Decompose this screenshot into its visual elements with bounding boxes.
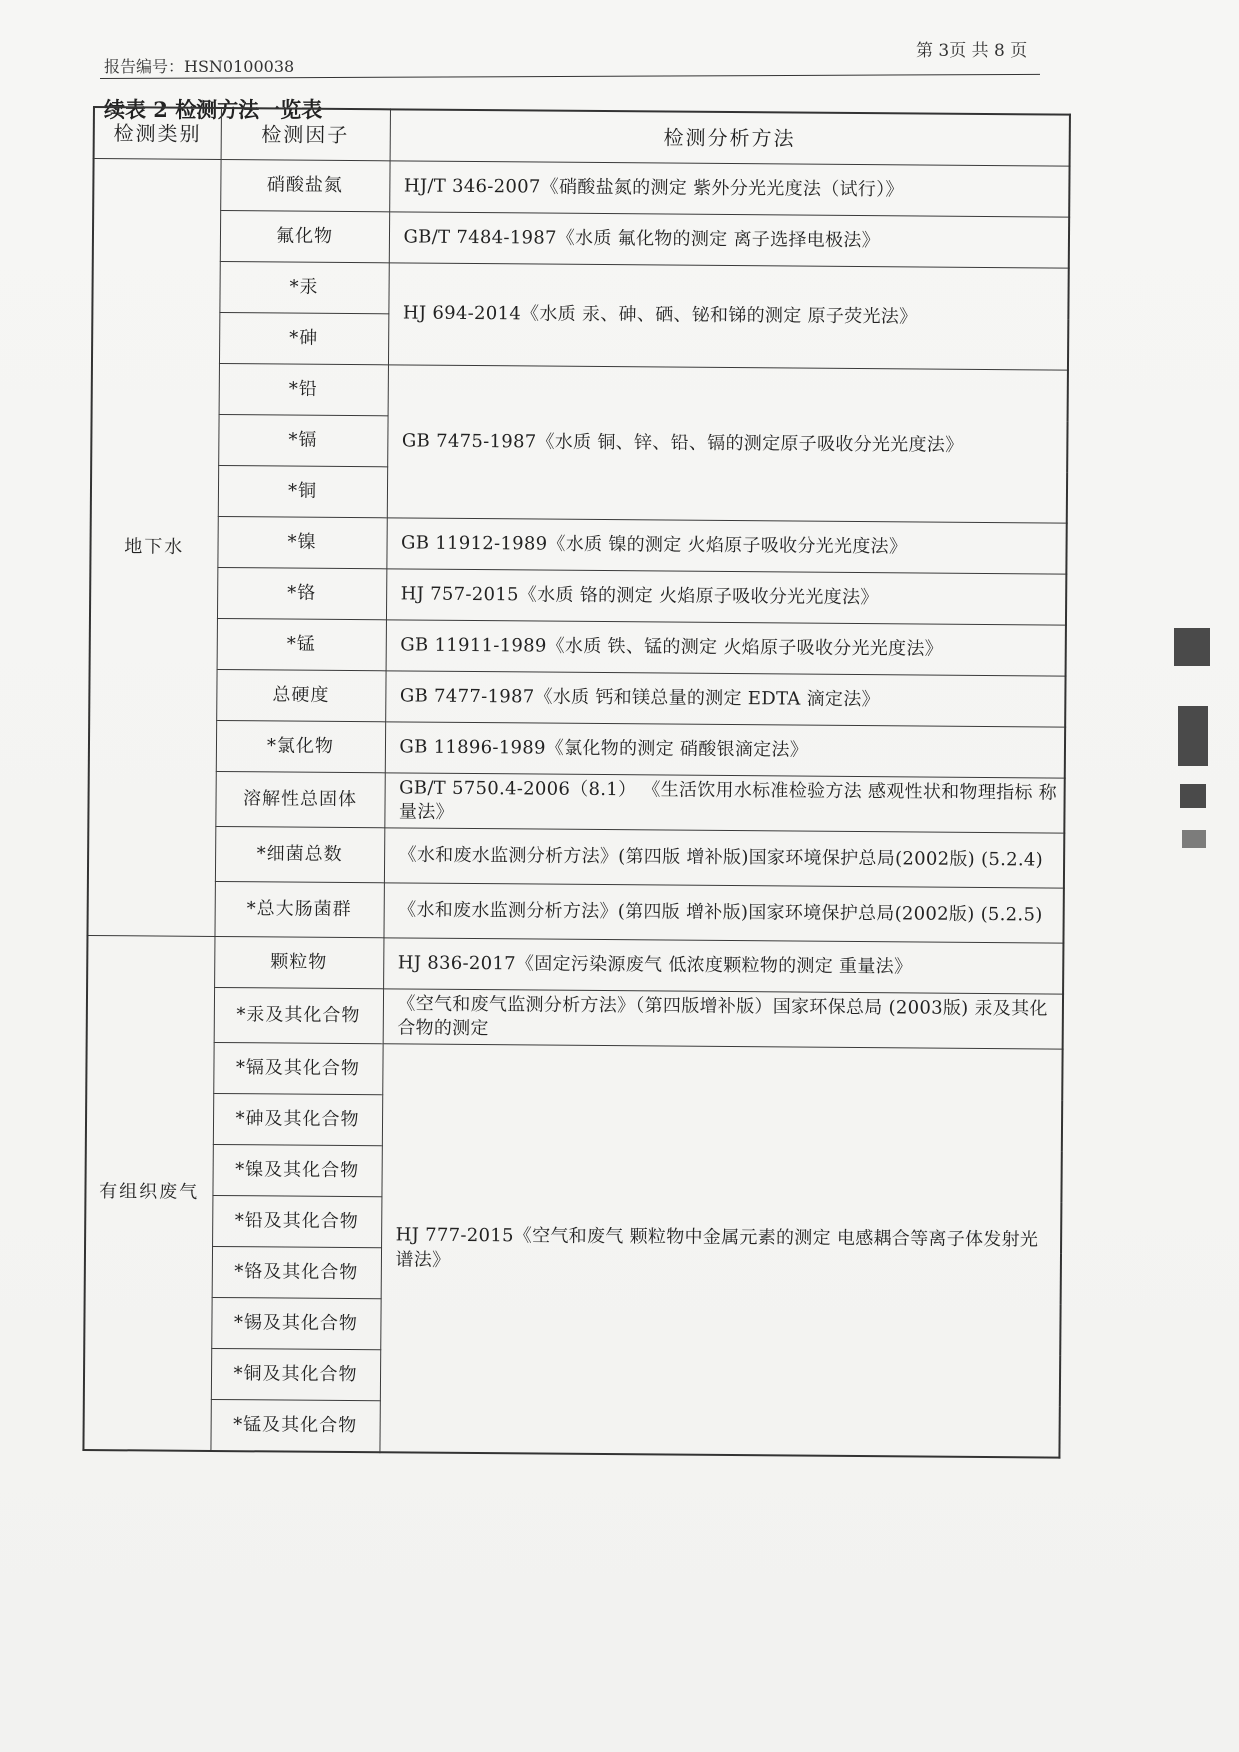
method-cell: HJ 757-2015《水质 铬的测定 火焰原子吸收分光光度法》 — [386, 569, 1066, 625]
factor-cell: *铬 — [217, 567, 386, 619]
column-header-category: 检测类别 — [94, 107, 221, 159]
table-row — [89, 719, 1065, 778]
method-cell: GB 11896-1989《氯化物的测定 硝酸银滴定法》 — [385, 722, 1065, 778]
table-row — [87, 880, 1063, 943]
table-row — [93, 159, 1069, 218]
factor-cell: *铬及其化合物 — [212, 1246, 381, 1298]
factor-cell: *镉及其化合物 — [213, 1042, 382, 1094]
table-row — [93, 210, 1069, 269]
table-row — [90, 617, 1066, 676]
method-cell: 《水和废水监测分析方法》(第四版 增补版)国家环境保护总局(2002版) (5.2.4) — [384, 828, 1064, 888]
factor-cell: *锰 — [217, 618, 386, 670]
seal-fragment — [1182, 830, 1206, 848]
method-cell: 《空气和废气监测分析方法》（第四版增补版）国家环保总局 (2003版) 汞及其化合物的测定 — [383, 989, 1063, 1049]
method-cell: HJ 836-2017《固定污染源废气 低浓度颗粒物的测定 重量法》 — [383, 938, 1063, 994]
table-row — [88, 770, 1064, 833]
factor-cell: *砷及其化合物 — [213, 1093, 382, 1145]
factor-cell: *镍及其化合物 — [212, 1144, 381, 1196]
table-row — [86, 1041, 1062, 1100]
method-cell: GB 7477-1987《水质 钙和镁总量的测定 EDTA 滴定法》 — [385, 671, 1065, 727]
table-row — [90, 515, 1066, 574]
table-row — [92, 362, 1068, 421]
method-cell: 《水和废水监测分析方法》(第四版 增补版)国家环境保护总局(2002版) (5.2.5) — [383, 883, 1063, 943]
method-table — [82, 106, 1071, 1459]
table-row — [89, 668, 1065, 727]
factor-cell: 颗粒物 — [214, 936, 383, 988]
table-title: 续表 2 检测方法一览表 — [104, 97, 323, 122]
factor-cell: *铜 — [218, 465, 387, 517]
method-cell: GB 11912-1989《水质 镍的测定 火焰原子吸收分光光度法》 — [386, 518, 1066, 574]
factor-cell: *铅 — [219, 363, 388, 415]
table-header-row — [94, 107, 1070, 166]
method-cell: GB/T 5750.4-2006（8.1） 《生活饮用水标准检验方法 感观性状和物理指标 称量法》 — [384, 773, 1064, 833]
seal-fragment — [1174, 628, 1210, 666]
factor-cell: *镉 — [218, 414, 387, 466]
category-cell-groundwater: 地下水 — [87, 159, 220, 937]
method-cell: HJ/T 346-2007《硝酸盐氮的测定 紫外分光光度法（试行）》 — [389, 161, 1069, 217]
factor-cell: *铜及其化合物 — [211, 1348, 380, 1400]
factor-cell: *汞及其化合物 — [214, 987, 383, 1043]
column-header-factor: 检测因子 — [221, 108, 390, 161]
factor-cell: 总硬度 — [216, 669, 385, 721]
table-row — [88, 825, 1064, 888]
table-row — [87, 935, 1063, 994]
factor-cell: *汞 — [219, 262, 388, 314]
column-header-method: 检测分析方法 — [390, 109, 1070, 166]
table-row — [90, 566, 1066, 625]
method-cell: HJ 777-2015《空气和废气 颗粒物中金属元素的测定 电感耦合等离子体发射光谱法》 — [379, 1044, 1062, 1458]
method-cell: GB/T 7484-1987《水质 氟化物的测定 离子选择电极法》 — [389, 212, 1069, 268]
factor-cell: *总大肠菌群 — [214, 881, 383, 937]
factor-cell: *砷 — [219, 312, 388, 364]
factor-cell: *锰及其化合物 — [210, 1399, 379, 1452]
seal-fragment — [1180, 784, 1206, 808]
factor-cell: *氯化物 — [216, 720, 385, 772]
method-cell: HJ 694-2014《水质 汞、砷、硒、铋和锑的测定 原子荧光法》 — [388, 263, 1069, 370]
factor-cell: *镍 — [217, 516, 386, 568]
method-cell: GB 7475-1987《水质 铜、锌、铅、镉的测定原子吸收分光光度法》 — [387, 365, 1068, 523]
factor-cell: *细菌总数 — [215, 826, 384, 882]
factor-cell: *锡及其化合物 — [211, 1297, 380, 1349]
factor-cell: 氟化物 — [220, 211, 389, 263]
table-row — [92, 261, 1068, 320]
seal-fragment — [1178, 706, 1208, 766]
category-cell-waste-gas: 有组织废气 — [83, 935, 214, 1450]
method-cell: GB 11911-1989《水质 铁、锰的测定 火焰原子吸收分光光度法》 — [386, 620, 1066, 676]
report-number: 报告编号：HSN0100038 — [104, 57, 295, 76]
factor-cell: 硝酸盐氮 — [220, 160, 389, 212]
table-row — [87, 986, 1063, 1049]
factor-cell: 溶解性总固体 — [215, 771, 384, 827]
factor-cell: *铅及其化合物 — [212, 1195, 381, 1247]
method-table-wrapper — [82, 106, 1071, 1459]
page-number: 第 3页 共 8 页 — [916, 41, 1028, 61]
